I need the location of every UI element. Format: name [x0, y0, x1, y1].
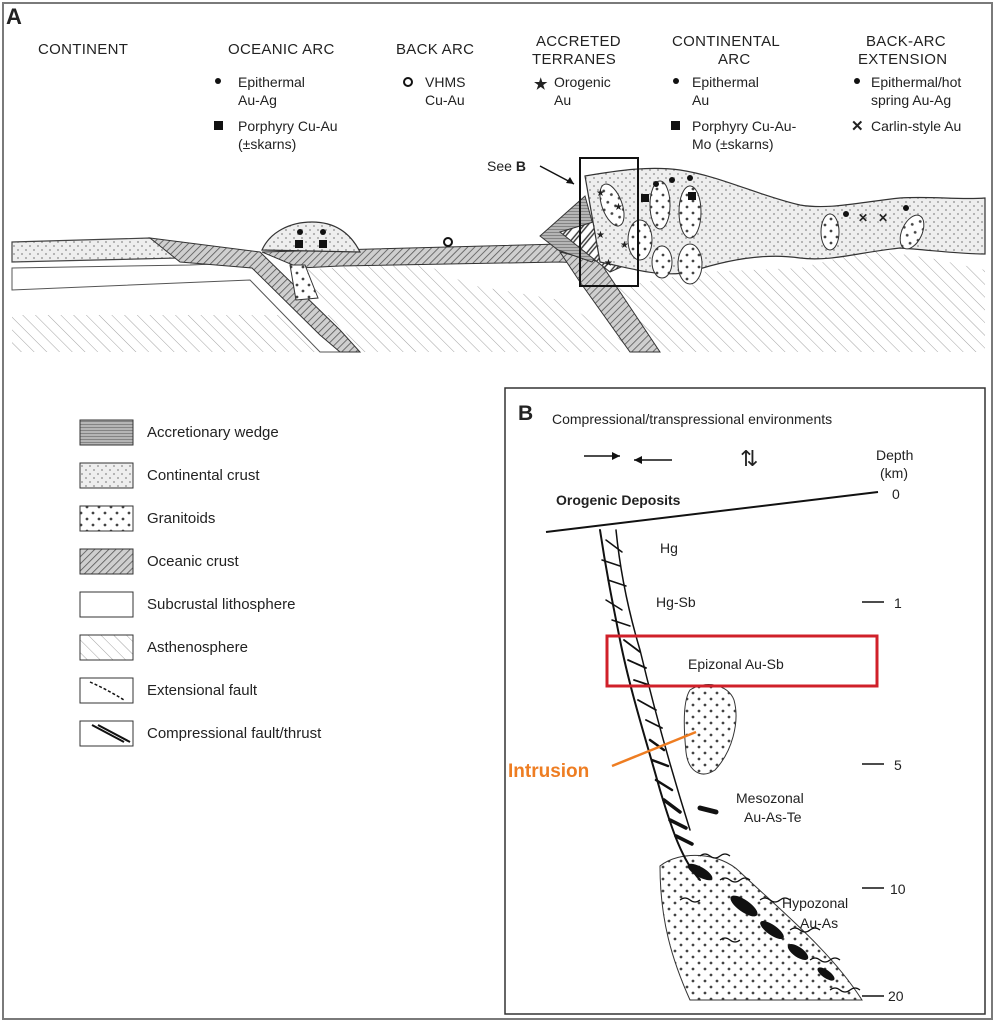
item-label: Porphyry Cu-Au [238, 118, 338, 134]
panel-b-label: B [518, 402, 534, 425]
depth-label: Depth [876, 447, 914, 463]
surface-label: Orogenic Deposits [556, 492, 681, 508]
legend-label: Granitoids [147, 510, 216, 527]
item-label: Epithermal/hot [871, 74, 962, 90]
legend-label: Oceanic crust [147, 553, 239, 570]
depth-tick-0: 0 [892, 486, 900, 502]
depth-tick-2: 5 [894, 757, 902, 773]
legend-label: Asthenosphere [147, 639, 248, 656]
depth-tick-4: 20 [888, 988, 904, 1004]
item-label: Au [554, 92, 572, 108]
item-label: Cu-Au [425, 92, 465, 108]
star-icon: ★ [534, 76, 548, 93]
item-label: (±skarns) [238, 136, 297, 152]
star-icon: ★ [596, 230, 605, 241]
item-label: VHMS [425, 74, 466, 90]
item-label: Orogenic [554, 74, 611, 90]
zone-label-hg: Hg [660, 540, 678, 556]
depth-label: (km) [880, 465, 908, 481]
panel-a-label: A [6, 4, 22, 29]
star-icon: ★ [614, 202, 623, 213]
setting-title: BACK ARC [396, 41, 475, 58]
cross-icon: ✕ [878, 211, 889, 225]
item-label: Au [692, 92, 710, 108]
item-label: Epithermal [692, 74, 759, 90]
item-label: Au-Ag [238, 92, 277, 108]
star-icon: ★ [620, 240, 629, 251]
setting-title: OCEANIC ARC [228, 41, 335, 58]
depth-tick-1: 1 [894, 595, 902, 611]
setting-title: BACK-ARC [866, 33, 946, 50]
panel-b-title: Compressional/transpressional environments [552, 411, 833, 427]
legend-label: Accretionary wedge [147, 424, 279, 441]
setting-title: EXTENSION [858, 51, 948, 68]
depth-tick-3: 10 [890, 881, 906, 897]
setting-title: TERRANES [532, 51, 617, 68]
legend-label: Subcrustal lithosphere [147, 596, 296, 613]
cross-icon: ✕ [858, 211, 869, 225]
star-icon: ★ [604, 258, 613, 269]
setting-title: ACCRETED [536, 33, 621, 50]
figure-border [2, 2, 993, 1020]
cross-icon: ✕ [851, 118, 864, 135]
see-b-label: See B [487, 158, 526, 174]
setting-title: CONTINENTAL [672, 33, 781, 50]
zone-label-hypozonal: Hypozonal [782, 895, 849, 911]
shear-couple-icon: ⇅ [740, 446, 759, 471]
setting-title: ARC [718, 51, 751, 68]
zone-label-mesozonal: Mesozonal [736, 790, 804, 806]
setting-title: CONTINENT [38, 41, 129, 58]
item-label: spring Au-Ag [871, 92, 952, 108]
item-label: Mo (±skarns) [692, 136, 774, 152]
star-icon: ★ [596, 188, 605, 199]
zone-label-mesozonal: Au-As-Te [744, 809, 802, 825]
intrusion-label: Intrusion [508, 761, 590, 782]
item-label: Porphyry Cu-Au- [692, 118, 797, 134]
legend-label: Compressional fault/thrust [147, 725, 322, 742]
legend-label: Extensional fault [147, 682, 258, 699]
item-label: Epithermal [238, 74, 305, 90]
item-label: Carlin-style Au [871, 118, 962, 134]
legend-label: Continental crust [147, 467, 260, 484]
zone-label-hypozonal: Au-As [800, 915, 839, 931]
zone-label-hg-sb: Hg-Sb [656, 594, 696, 610]
zone-label-epizonal: Epizonal Au-Sb [688, 656, 784, 672]
